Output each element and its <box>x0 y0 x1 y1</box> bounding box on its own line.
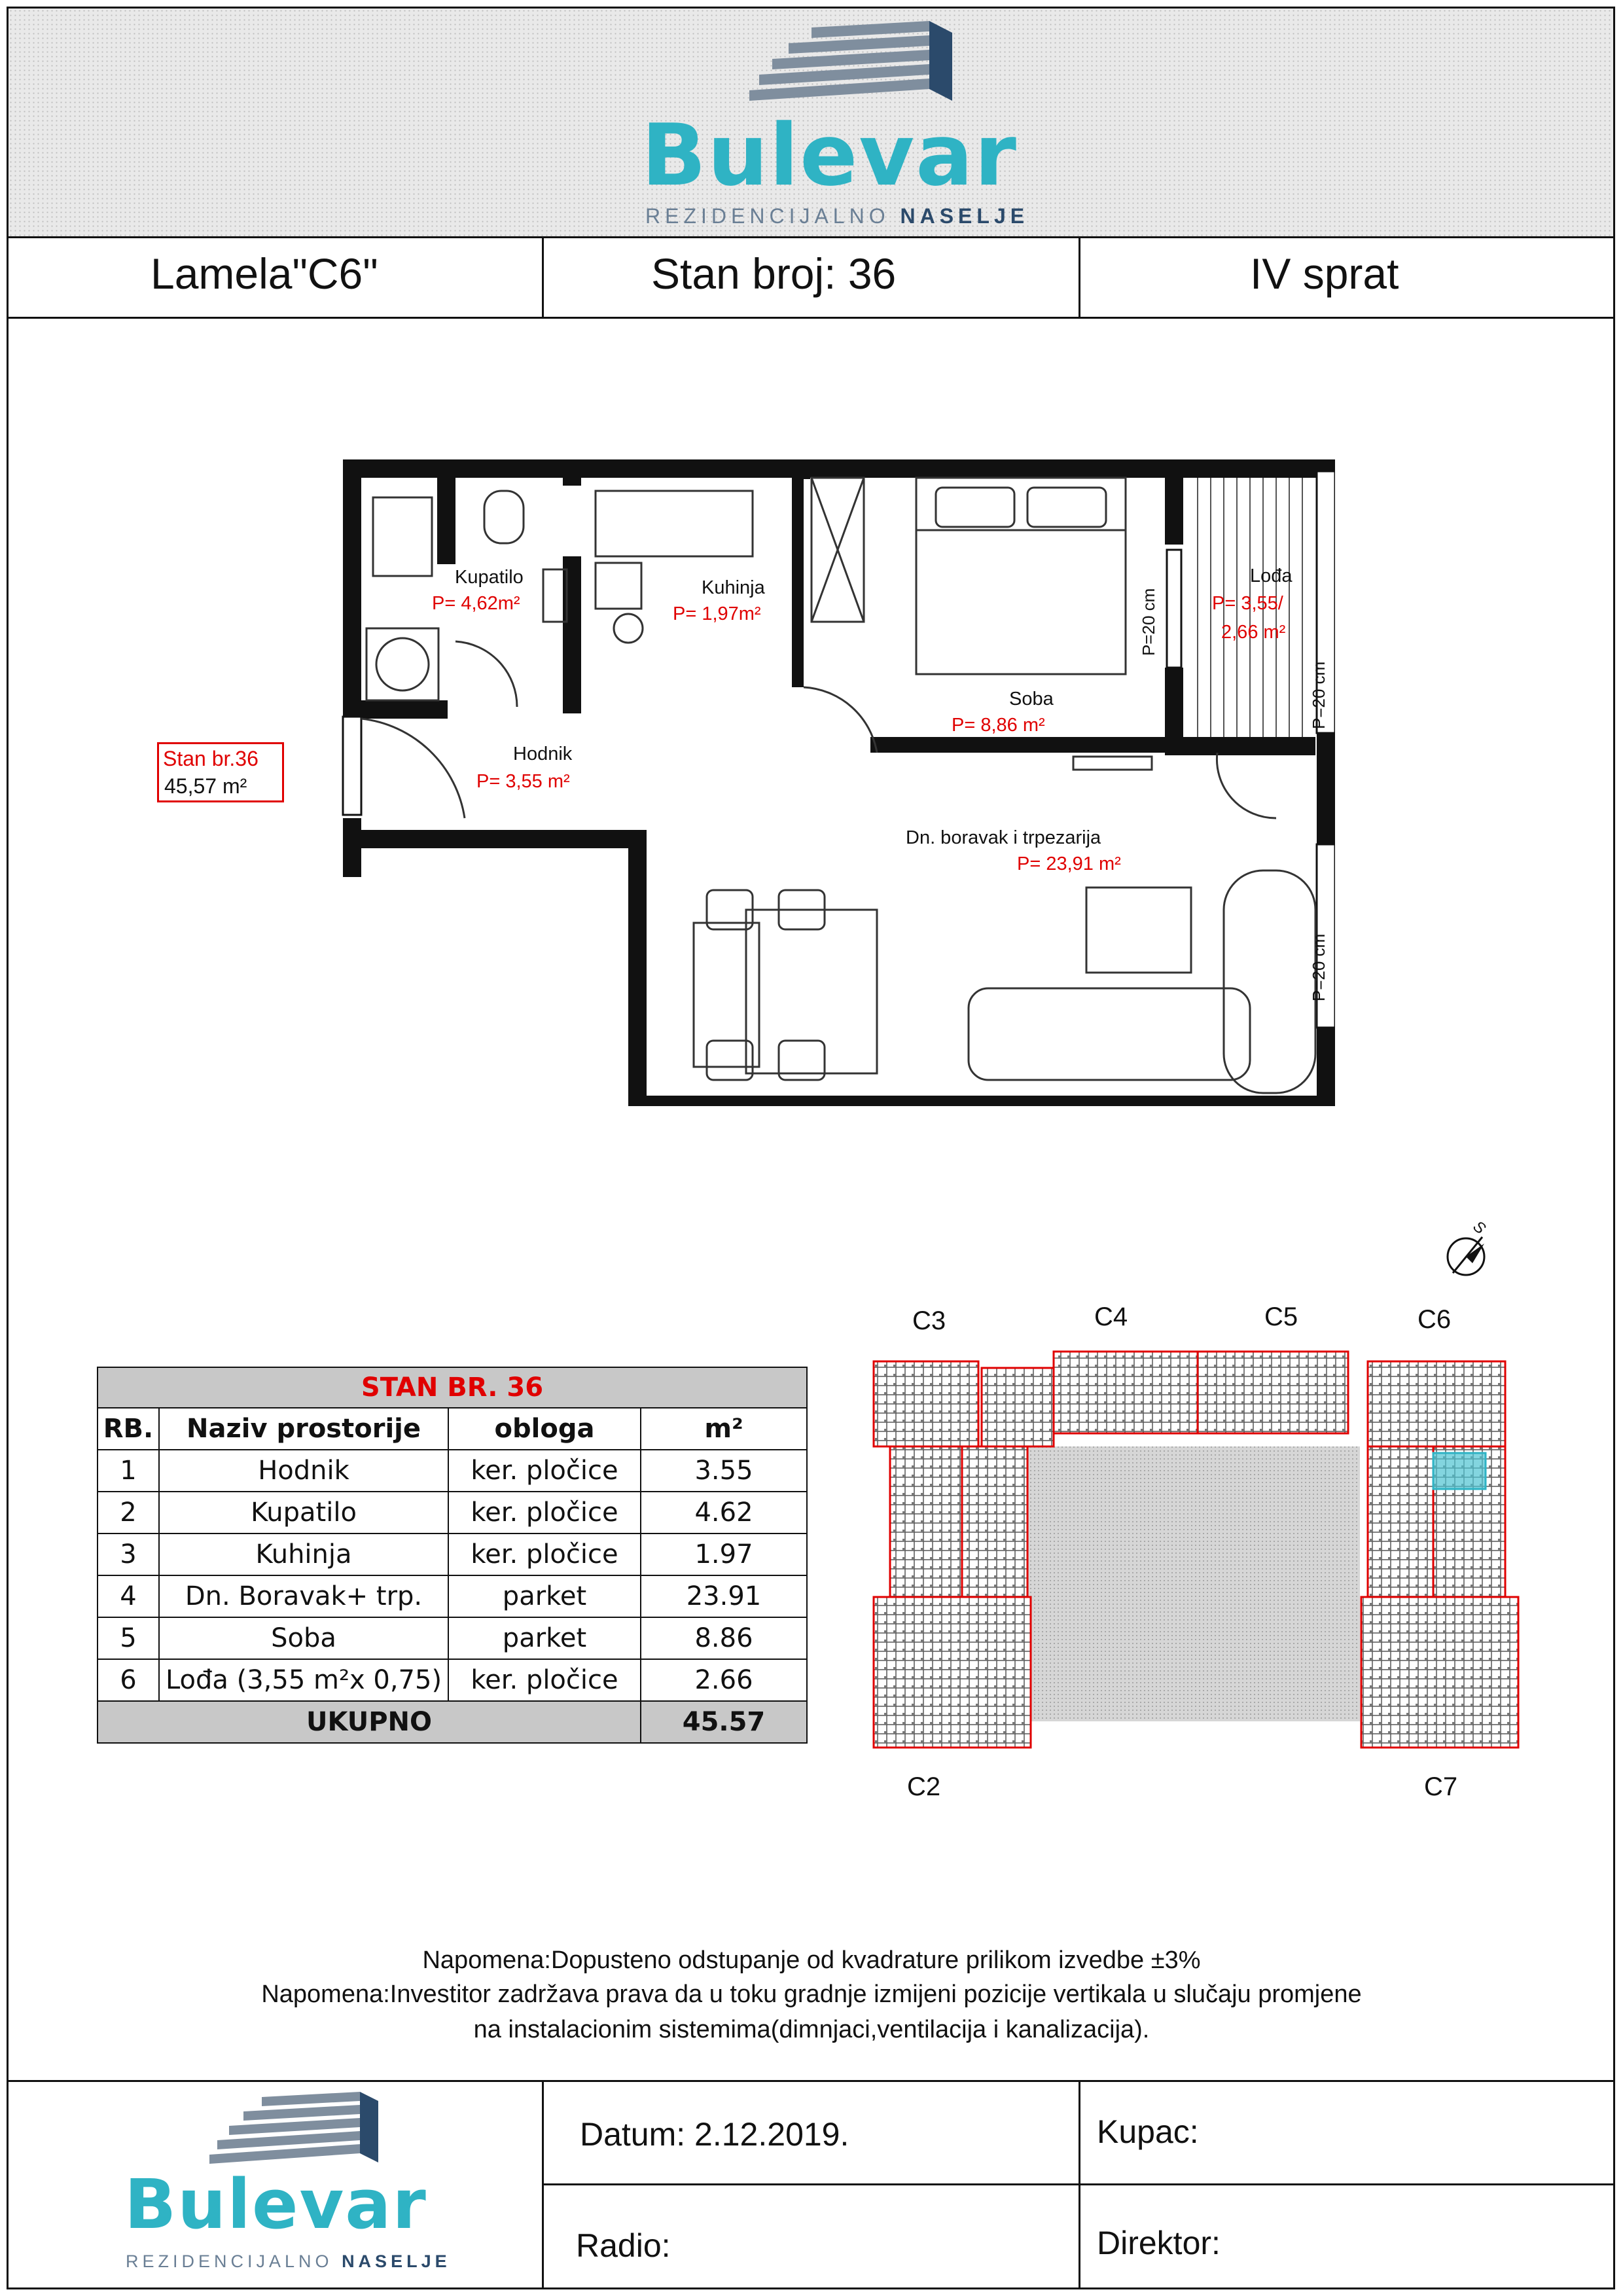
footer-brand-name: Bulevar <box>124 2164 427 2244</box>
sofa <box>969 988 1250 1080</box>
cell-finish: ker. pločice <box>448 1450 641 1492</box>
cell-finish: ker. pločice <box>448 1492 641 1534</box>
cell-area: 2.66 <box>641 1659 807 1701</box>
cell-area: 3.55 <box>641 1450 807 1492</box>
table-title: STAN BR. 36 <box>98 1367 807 1408</box>
wall-soba-right-top <box>1165 459 1183 545</box>
brand-tagline: REZIDENCIJALNO NASELJE <box>645 204 1029 228</box>
cell-finish: ker. pločice <box>448 1534 641 1575</box>
site-label-c2: C2 <box>907 1772 941 1801</box>
table-row <box>98 1534 807 1575</box>
cell-rb: 4 <box>98 1575 159 1617</box>
table-total-row <box>98 1701 807 1743</box>
table-row <box>98 1450 807 1492</box>
wall-soba-bottom <box>870 737 1198 753</box>
apartment-number: Stan broj: 36 <box>651 249 897 298</box>
date-field: Datum: 2.12.2019. <box>580 2116 849 2153</box>
table-row <box>98 1617 807 1659</box>
room-name-living: Dn. boravak i trpezarija <box>906 827 1101 848</box>
tv-unit <box>1073 757 1152 770</box>
wall-step <box>343 830 644 848</box>
block-c3 <box>874 1361 978 1446</box>
footer-brand-tagline: REZIDENCIJALNO NASELJE <box>126 2251 451 2271</box>
cell-finish: ker. pločice <box>448 1659 641 1701</box>
cell-name: Kuhinja <box>159 1534 448 1575</box>
apartment-tag-name: Stan br.36 <box>163 747 259 770</box>
cell-name: Hodnik <box>159 1450 448 1492</box>
apartment-tag <box>157 742 284 802</box>
room-area-loggia-net: 2,66 m² <box>1221 622 1286 643</box>
cell-name: Dn. Boravak+ trp. <box>159 1575 448 1617</box>
bed <box>916 478 1126 674</box>
room-name-kupatilo: Kupatilo <box>455 567 524 588</box>
total-value: 45.57 <box>641 1701 807 1743</box>
wall-bath-right-top <box>563 459 581 486</box>
floor-plan <box>288 452 1335 1106</box>
block-c2 <box>874 1597 1031 1748</box>
table-header: Naziv prostorije <box>159 1408 448 1450</box>
cell-rb: 3 <box>98 1534 159 1575</box>
director-field: Direktor: <box>1097 2225 1221 2261</box>
wall-left-upper <box>343 459 361 708</box>
wall-kitchen-right <box>792 459 810 479</box>
dimension-living-window: P=20 cm <box>1309 933 1329 1001</box>
footer-mid-line <box>542 2183 1613 2185</box>
total-label: UKUPNO <box>98 1701 641 1743</box>
header-logo <box>641 14 1029 230</box>
cell-finish: parket <box>448 1617 641 1659</box>
cell-rb: 1 <box>98 1450 159 1492</box>
cell-area: 4.62 <box>641 1492 807 1534</box>
apartment-tag-area: 45,57 m² <box>164 774 247 798</box>
lamela-label: Lamela"C6" <box>151 249 378 298</box>
coffee-table <box>1086 888 1191 973</box>
footer-top-line <box>9 2080 1613 2082</box>
floor-label: IV sprat <box>1250 249 1399 298</box>
wall-bath-mid <box>437 459 455 564</box>
footer-logo <box>124 2088 451 2284</box>
cell-area: 1.97 <box>641 1534 807 1575</box>
entrance-gap <box>343 717 361 815</box>
table-row <box>98 1659 807 1701</box>
block-c7 <box>1361 1597 1518 1748</box>
north-arrow-icon <box>1433 1217 1505 1289</box>
cell-rb: 5 <box>98 1617 159 1659</box>
courtyard <box>1026 1446 1360 1721</box>
dining-table <box>746 910 877 1073</box>
stove <box>596 491 753 556</box>
site-label-c3: C3 <box>912 1306 946 1335</box>
table-header: RB. <box>98 1408 159 1450</box>
room-area-loggia: P= 3,55/ <box>1212 593 1283 614</box>
room-area-kupatilo: P= 4,62m² <box>432 593 520 614</box>
cell-rb: 6 <box>98 1659 159 1701</box>
dimension-loggia-window: P=20 cm <box>1309 661 1329 729</box>
wall-top <box>343 459 1335 478</box>
wall-loggia-bottom <box>1165 737 1315 755</box>
window-soba <box>1167 550 1181 668</box>
cell-name: Soba <box>159 1617 448 1659</box>
site-label-c7: C7 <box>1424 1772 1458 1801</box>
toilet <box>484 491 524 543</box>
site-label-c5: C5 <box>1264 1302 1298 1331</box>
table-header: m² <box>641 1408 807 1450</box>
wall-dining-left <box>628 830 647 1106</box>
site-plan <box>864 1335 1544 1761</box>
made-by-field: Radio: <box>576 2227 671 2264</box>
note-tolerance: Napomena:Dopusteno odstupanje od kvadrature prilikom izvedbe ±3% <box>422 1946 1201 1974</box>
cell-rb: 2 <box>98 1492 159 1534</box>
buyer-field: Kupac: <box>1097 2113 1199 2150</box>
apartment-highlight <box>1433 1453 1486 1489</box>
dining-table-left <box>694 923 759 1067</box>
brand-name: Bulevar <box>641 105 1018 205</box>
note-investor: Napomena:Investitor zadržava prava da u toku gradnje izmijeni pozicije vertikala u slučaju promjene <box>261 1981 1362 2008</box>
wall-kitchen-right2 <box>792 478 804 687</box>
dimension-soba-window: P=20 cm <box>1139 588 1158 656</box>
block-c4 <box>1054 1352 1198 1433</box>
room-area-soba: P= 8,86 m² <box>952 715 1045 736</box>
table-header: obloga <box>448 1408 641 1450</box>
header-divider <box>1079 236 1080 319</box>
table-row <box>98 1575 807 1617</box>
room-area-hodnik: P= 3,55 m² <box>476 771 570 792</box>
room-name-hodnik: Hodnik <box>513 744 573 764</box>
shower <box>373 497 432 576</box>
rooms-table <box>97 1367 808 1744</box>
room-name-soba: Soba <box>1009 689 1054 709</box>
wall-bath-right <box>563 556 581 713</box>
site-label-c4: C4 <box>1094 1302 1128 1331</box>
room-name-kuhinja: Kuhinja <box>702 577 765 598</box>
header-divider <box>542 236 544 319</box>
sofa-chaise <box>1224 870 1315 1093</box>
note-installations: na instalacionim sistemima(dimnjaci,ventilacija i kanalizacija). <box>473 2016 1150 2043</box>
wall-bottom <box>628 1096 1335 1106</box>
cell-name: Kupatilo <box>159 1492 448 1534</box>
block-c6 <box>1368 1361 1505 1446</box>
cell-finish: parket <box>448 1575 641 1617</box>
cell-area: 23.91 <box>641 1575 807 1617</box>
kitchen-sink <box>596 563 641 609</box>
cell-area: 8.86 <box>641 1617 807 1659</box>
site-label-c6: C6 <box>1418 1305 1452 1334</box>
cell-name: Lođa (3,55 m²x 0,75) <box>159 1659 448 1701</box>
block-c5 <box>1198 1352 1348 1433</box>
room-area-living: P= 23,91 m² <box>1017 853 1121 874</box>
room-area-kuhinja: P= 1,97m² <box>673 603 761 624</box>
header-row-bottom-line <box>9 317 1613 319</box>
room-name-loggia: Lođa <box>1250 565 1293 586</box>
entrance-door <box>361 719 465 818</box>
table-row <box>98 1492 807 1534</box>
north-label: S <box>1469 1217 1489 1238</box>
